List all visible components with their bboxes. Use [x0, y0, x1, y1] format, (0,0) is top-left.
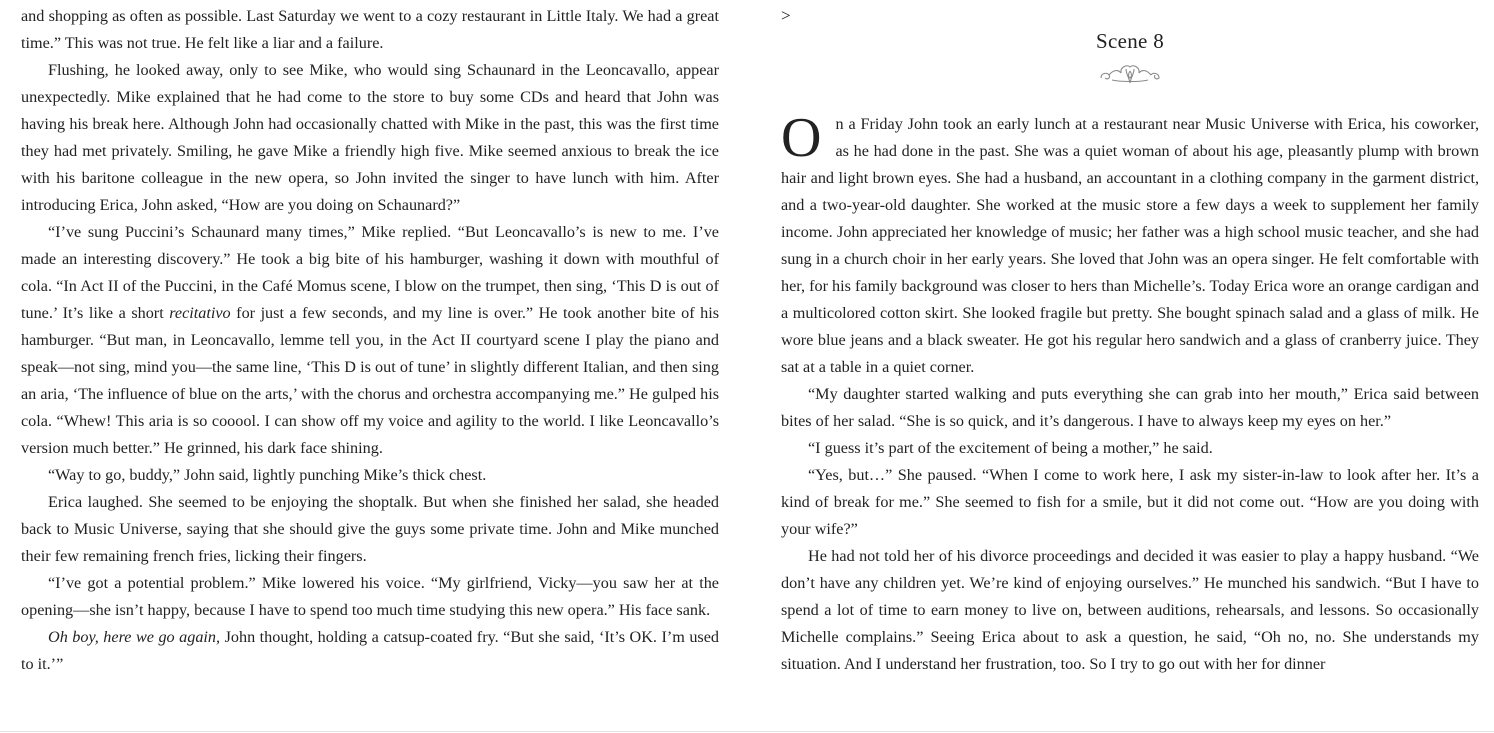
bottom-divider — [0, 731, 1494, 732]
dropcap: O — [781, 107, 822, 169]
right-page — [781, 3, 1479, 678]
paragraph: “My daughter started walking and puts everything she can grab into her mouth,” Erica said between bites of her salad. “She is so quick, and it’s dangerous. I have to always keep my eyes on her.” — [781, 385, 1479, 430]
scene-title: Scene 8 — [1096, 29, 1164, 53]
paragraph: On a Friday John took an early lunch at a restaurant near Music Universe with Erica, his coworker, as he had done in the past. She was a quiet woman of about his age, pleasantly plump with brown hair and light brown eyes. She had a husband, an accountant in a clothing company in the garment district, and a two-year-old daughter. She worked at the music store a few days a week to supplement her family income. John appreciated her knowledge of music; her father was a high school music teacher, and she had sung in a church choir in her early years. She loved that John was an opera singer. He felt comfortable with her, for his family background was closer to hers than Michelle’s. Today Erica wore an orange cardigan and a multicolored cotton skirt. She looked fragile but pretty. She bought spinach salad and a glass of milk. He wore blue jeans and a black sweater. He got his regular hero sandwich and a glass of cranberry juice. They sat at a table in a quiet corner. — [781, 107, 1479, 376]
paragraph: “Yes, but…” She paused. “When I come to work here, I ask my sister-in-law to look after her. It’s a kind of break for me.” She seemed to fish for a smile, but it did not come out. “How are you doing with your wife?” — [781, 466, 1479, 538]
paragraph: “Way to go, buddy,” John said, lightly punching Mike’s thick chest. — [48, 466, 487, 484]
flourish-ornament-icon — [1098, 61, 1162, 87]
page-nav-chevron-icon[interactable]: > — [781, 6, 791, 25]
paragraph: Oh boy, here we go again, John thought, holding a catsup-coated fry. “But she said, ‘It’s OK. I’m used to it.’” — [21, 628, 720, 673]
paragraph: “I’ve sung Puccini’s Schaunard many times,” Mike replied. “But Leoncavallo’s is new to me. I’ve made an interesting discovery.” He took a big bite of his hamburger, washing it down with mouthful of cola. “In Act II of the Puccini, in the Café Momus scene, I blow on the trumpet, then sing, ‘This D is out of tune.’ It’s like a short recitativo for just a few seconds, and my line is over.” He took another bite of his hamburger. “But man, in Leoncavallo, lemme tell you, in the Act II courtyard scene I play the piano and speak—not sing, mind you—the same line, ‘This D is out of tune’ in slightly different Italian, and then sing an aria, ‘The influence of blue on the arts,’ with the chorus and orchestra accompanying me.” He gulped his cola. “Whew! This aria is so cooool. I can show off my voice and agility to the world. I like Leoncavallo’s version much better.” He grinned, his dark face shining. — [21, 223, 719, 457]
paragraph: He had not told her of his divorce proceedings and decided it was easier to play a happy husband. “We don’t have any children yet. We’re kind of enjoying ourselves.” He munched his sandwich. “But I have to spend a lot of time to earn money to live on, between auditions, rehearsals, and lessons. So occasionally Michelle complains.” Seeing Erica about to ask a question, he said, “Oh no, no. She understands my situation. And I understand her frustration, too. So I try to go out with her for dinner — [781, 547, 1479, 673]
paragraph: “I guess it’s part of the excitement of being a mother,” he said. — [808, 439, 1213, 457]
paragraph: and shopping as often as possible. Last Saturday we went to a cozy restaurant in Little Italy. We had a great time.” This was not true. He felt like a liar and a failure. — [21, 7, 719, 52]
left-page — [21, 3, 719, 678]
paragraph: Erica laughed. She seemed to be enjoying the shoptalk. But when she finished her salad, she headed back to Music Universe, saying that she should give the guys some private time. John and Mike munched their few remaining french fries, licking their fingers. — [21, 493, 719, 565]
paragraph: Flushing, he looked away, only to see Mike, who would sing Schaunard in the Leoncavallo, appear unexpectedly. Mike explained that he had come to the store to buy some CDs and heard that John was having his break here. Although John had occasionally chatted with Mike in the past, this was the first time they had met privately. Smiling, he gave Mike a friendly high five. Mike seemed anxious to break the ice with his baritone colleague in the new opera, so John invited the singer to have lunch with him. After introducing Erica, John asked, “How are you doing on Schaunard?” — [21, 61, 719, 214]
paragraph: “I’ve got a potential problem.” Mike lowered his voice. “My girlfriend, Vicky—you saw her at the opening—she isn’t happy, because I have to spend too much time studying this new opera.” His face sank. — [21, 574, 719, 619]
